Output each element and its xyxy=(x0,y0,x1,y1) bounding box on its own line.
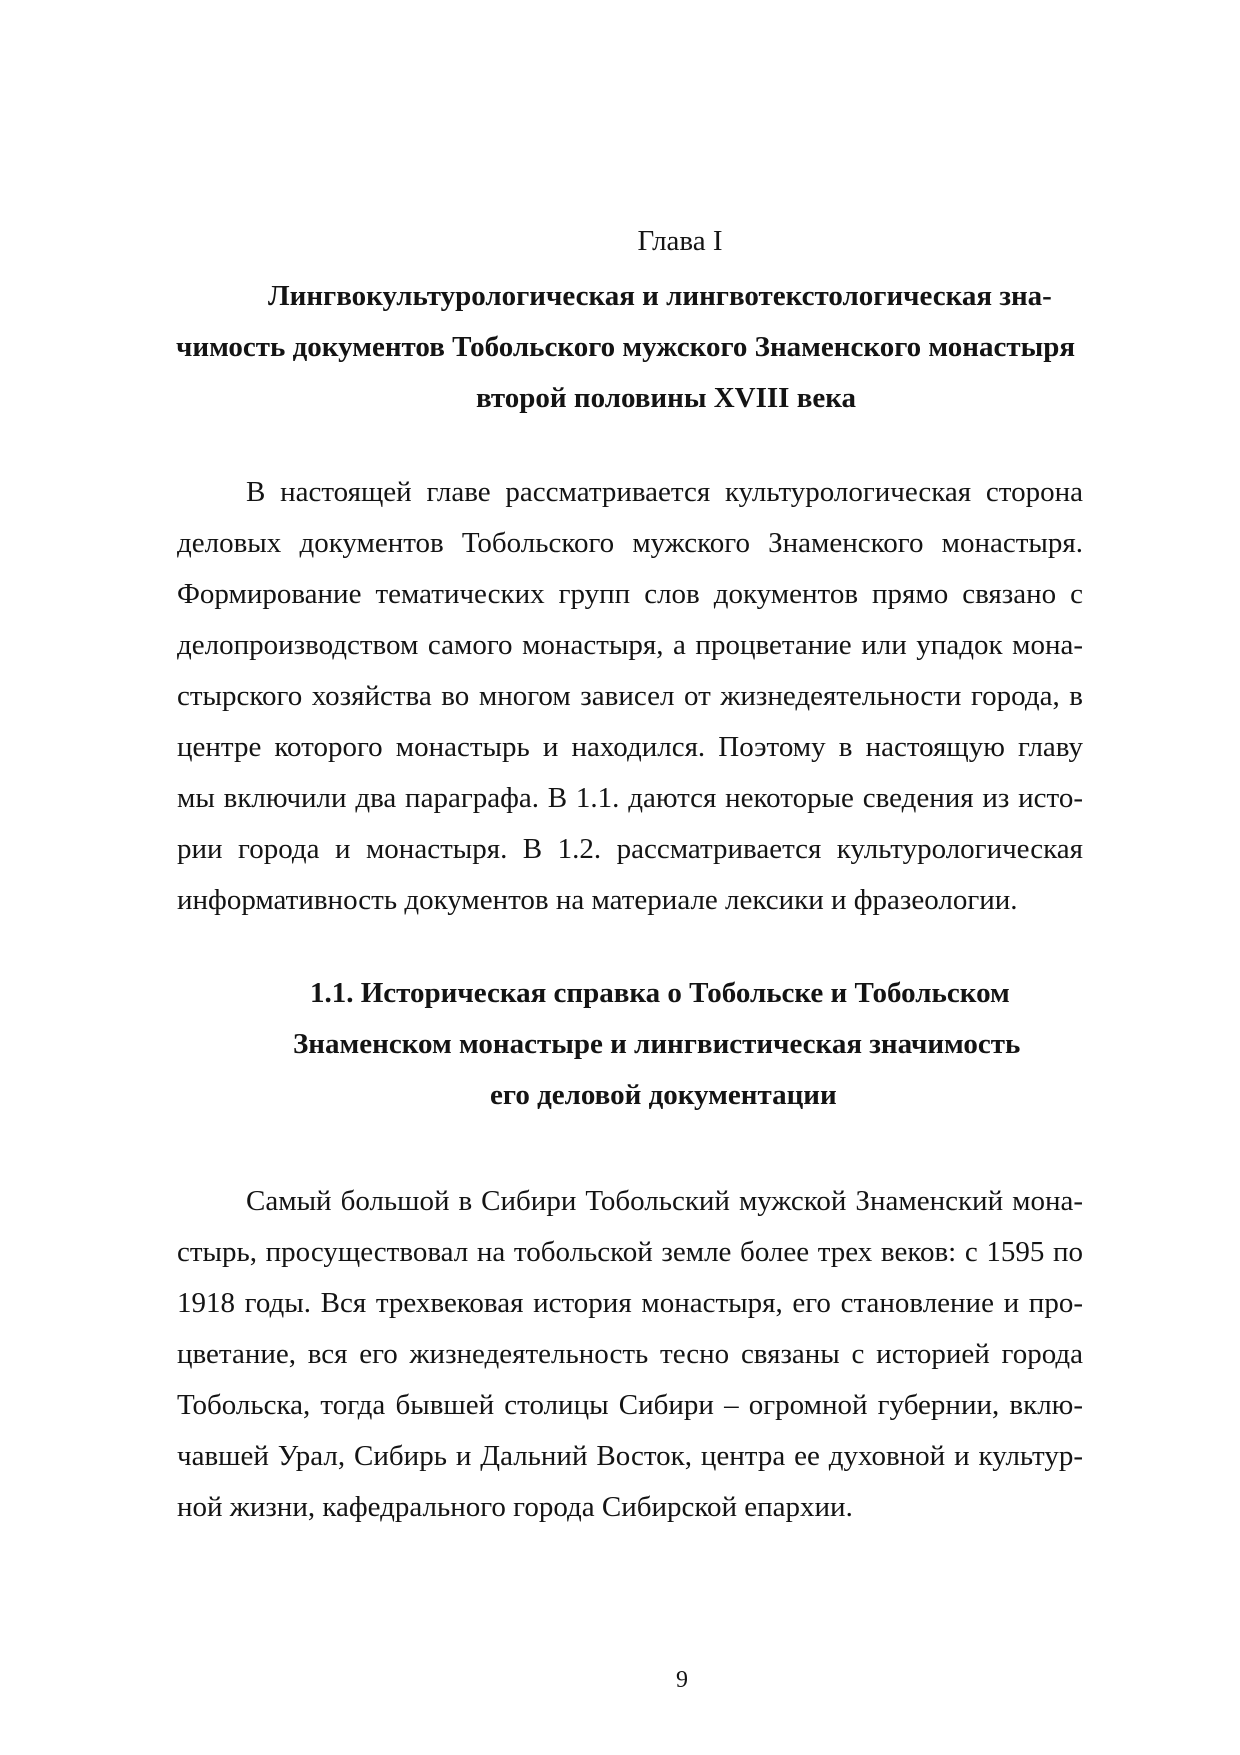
paragraph-line: цветание, вся его жизнедеятельность тесно связаны с историей города xyxy=(177,1338,1083,1370)
section-paragraph xyxy=(177,1176,1083,1533)
paragraph-line: стырского хозяйства во многом зависел от жизнедеятельности города, в xyxy=(177,680,1083,712)
paragraph-line: Самый большой в Сибири Тобольский мужской Знаменский мона- xyxy=(246,1185,1083,1217)
chapter-label: Глава I xyxy=(637,225,723,257)
chapter-title-line: чимость документов Тобольского мужского Знаменского монастыря xyxy=(176,331,1076,363)
paragraph-line: рии города и монастыря. В 1.2. рассматривается культурологическая xyxy=(177,833,1083,865)
page-number: 9 xyxy=(676,1667,688,1693)
section-title-line: Знаменском монастыре и лингвистическая значимость xyxy=(293,1028,1021,1060)
paragraph-line: делопроизводством самого монастыря, а процветание или упадок мона- xyxy=(177,629,1083,661)
paragraph-line: чавшей Урал, Сибирь и Дальний Восток, центра ее духовной и культур- xyxy=(177,1440,1083,1472)
section-title xyxy=(0,968,1240,1121)
paragraph-line: Формирование тематических групп слов документов прямо связано с xyxy=(177,578,1083,610)
paragraph-line: 1918 годы. Вся трехвековая история монастыря, его становление и про- xyxy=(177,1287,1083,1319)
chapter-title-line: Лингвокультурологическая и лингвотекстологическая зна- xyxy=(268,280,1052,312)
paragraph-line: Тобольска, тогда бывшей столицы Сибири – огромной губернии, вклю- xyxy=(177,1389,1083,1421)
paragraph-line: деловых документов Тобольского мужского Знаменского монастыря. xyxy=(177,527,1083,559)
paragraph-line: В настоящей главе рассматривается культурологическая сторона xyxy=(246,476,1083,508)
paragraph-line: мы включили два параграфа. В 1.1. даются некоторые сведения из исто- xyxy=(177,782,1083,814)
chapter-title-line: второй половины XVIII века xyxy=(475,382,857,414)
chapter-title xyxy=(176,271,1084,424)
section-title-line: 1.1. Историческая справка о Тобольске и Тобольском xyxy=(310,977,1010,1009)
intro-paragraph xyxy=(177,467,1083,926)
paragraph-line: центре которого монастырь и находился. Поэтому в настоящую главу xyxy=(177,731,1083,763)
paragraph-line: информативность документов на материале лексики и фразеологии. xyxy=(177,884,1018,916)
section-title-line: его деловой документации xyxy=(490,1079,837,1111)
paragraph-line: ной жизни, кафедрального города Сибирской епархии. xyxy=(177,1491,853,1523)
paragraph-line: стырь, просуществовал на тобольской земле более трех веков: с 1595 по xyxy=(177,1236,1083,1268)
